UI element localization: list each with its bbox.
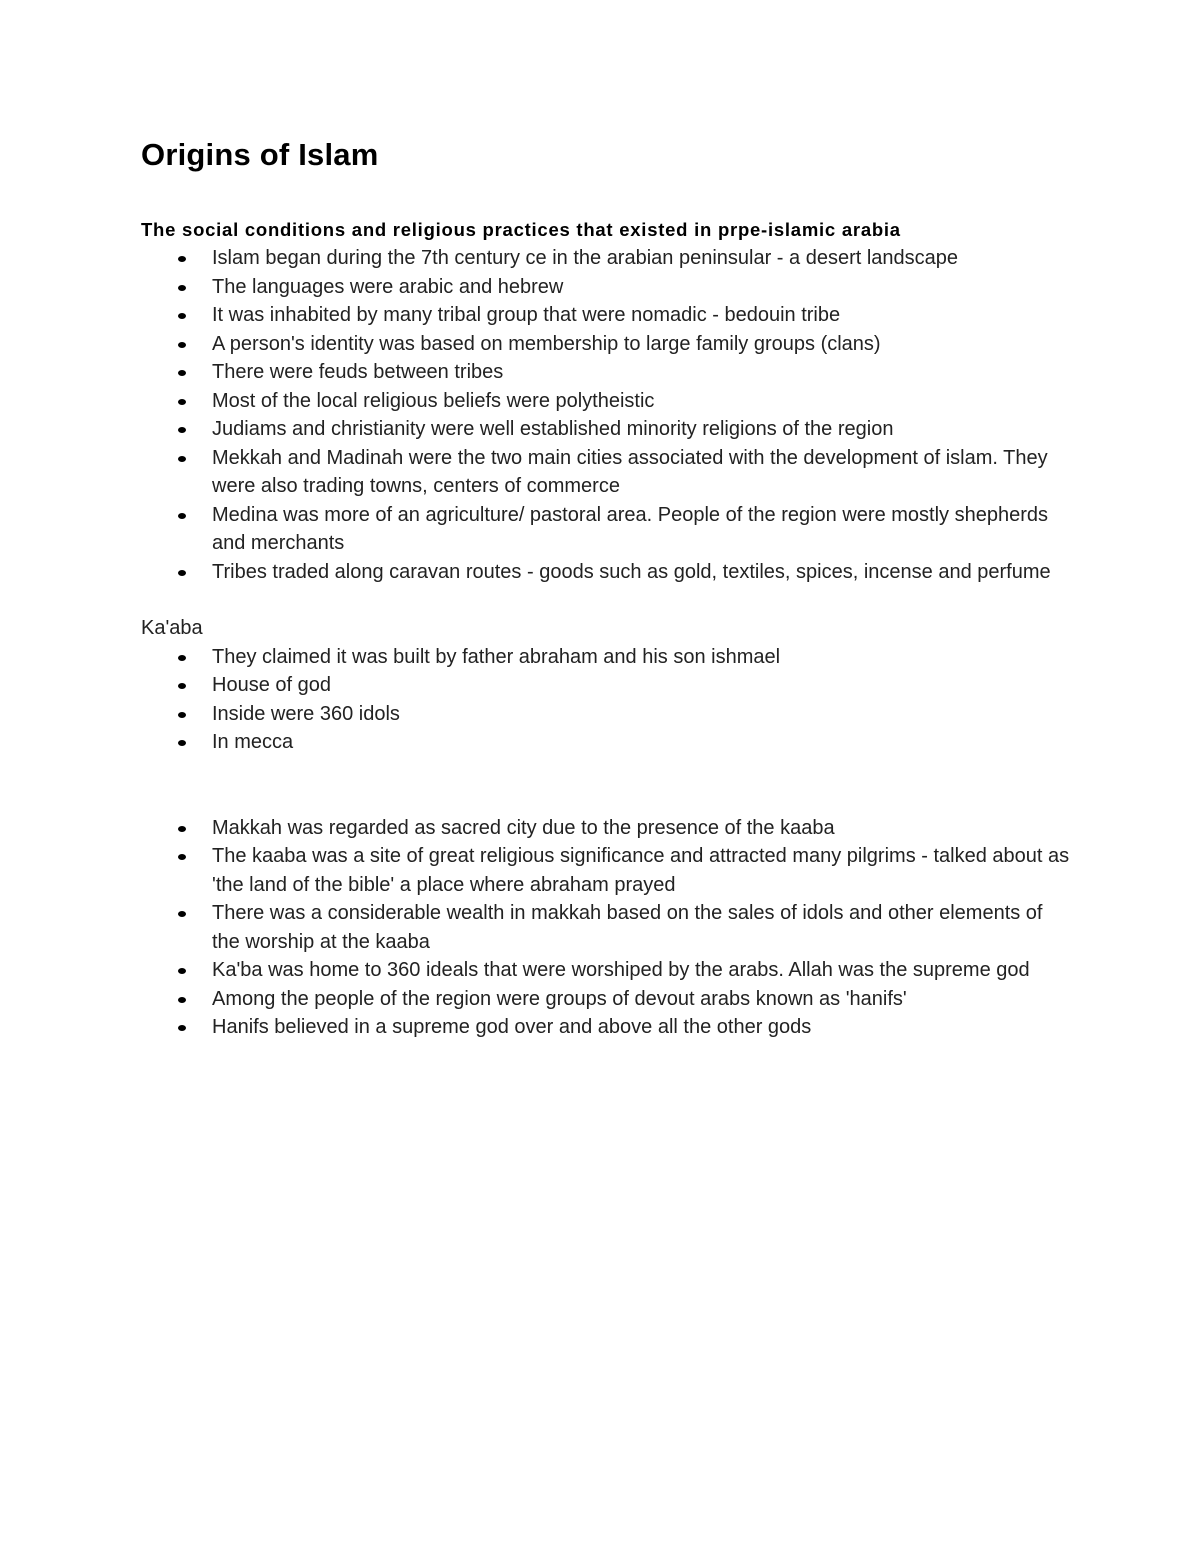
list-item: House of god [212, 671, 1071, 700]
bullet-icon [178, 740, 186, 746]
list-item: Ka'ba was home to 360 ideals that were worshiped by the arabs. Allah was the supreme god [212, 956, 1071, 985]
bullet-icon [178, 370, 186, 376]
blank-space [141, 757, 1071, 814]
list-item: Makkah was regarded as sacred city due to the presence of the kaaba [212, 814, 1071, 843]
bullet-icon [178, 513, 186, 519]
bullet-icon [178, 712, 186, 718]
list-item: Most of the local religious beliefs were polytheistic [212, 387, 1071, 416]
bullet-icon [178, 570, 186, 576]
bullet-icon [178, 997, 186, 1003]
list-item: A person's identity was based on membership to large family groups (clans) [212, 330, 1071, 359]
bullet-icon [178, 285, 186, 291]
bullet-icon [178, 968, 186, 974]
list-item: In mecca [212, 728, 1071, 757]
list-item: Tribes traded along caravan routes - goods such as gold, textiles, spices, incense and perfume [212, 558, 1071, 587]
list-item: They claimed it was built by father abraham and his son ishmael [212, 643, 1071, 672]
list-item: The languages were arabic and hebrew [212, 273, 1071, 302]
list-item: Medina was more of an agriculture/ pastoral area. People of the region were mostly shepherds and merchants [212, 501, 1071, 558]
bullet-list-social-conditions [141, 244, 1071, 586]
bullet-icon [178, 1025, 186, 1031]
list-item: Inside were 360 idols [212, 700, 1071, 729]
bullet-icon [178, 342, 186, 348]
bullet-icon [178, 911, 186, 917]
section-heading-kaaba: Ka'aba [141, 617, 203, 640]
bullet-icon [178, 456, 186, 462]
bullet-icon [178, 256, 186, 262]
bullet-icon [178, 854, 186, 860]
bullet-icon [178, 399, 186, 405]
bullet-list-kaaba [141, 643, 1071, 757]
list-item: The kaaba was a site of great religious significance and attracted many pilgrims - talked about as 'the land of the bible' a place where abraham prayed [212, 842, 1071, 899]
list-item: Mekkah and Madinah were the two main cities associated with the development of islam. They were also trading towns, centers of commerce [212, 444, 1071, 501]
bullet-icon [178, 683, 186, 689]
bullet-icon [178, 313, 186, 319]
list-item: Among the people of the region were groups of devout arabs known as 'hanifs' [212, 985, 1071, 1014]
section-heading-social-conditions: The social conditions and religious practices that existed in prpe-islamic arabia [141, 219, 901, 241]
bullet-icon [178, 826, 186, 832]
bullet-icon [178, 655, 186, 661]
bullet-list-makkah [141, 814, 1071, 1042]
page-title: Origins of Islam [141, 137, 379, 172]
list-item: Islam began during the 7th century ce in the arabian peninsular - a desert landscape [212, 244, 1071, 273]
list-item: There were feuds between tribes [212, 358, 1071, 387]
list-item: There was a considerable wealth in makkah based on the sales of idols and other elements of the worship at the kaaba [212, 899, 1071, 956]
list-item: Hanifs believed in a supreme god over and above all the other gods [212, 1013, 1071, 1042]
list-item: It was inhabited by many tribal group that were nomadic - bedouin tribe [212, 301, 1071, 330]
document-body [141, 136, 1071, 1042]
bullet-icon [178, 427, 186, 433]
list-item: Judiams and christianity were well established minority religions of the region [212, 415, 1071, 444]
